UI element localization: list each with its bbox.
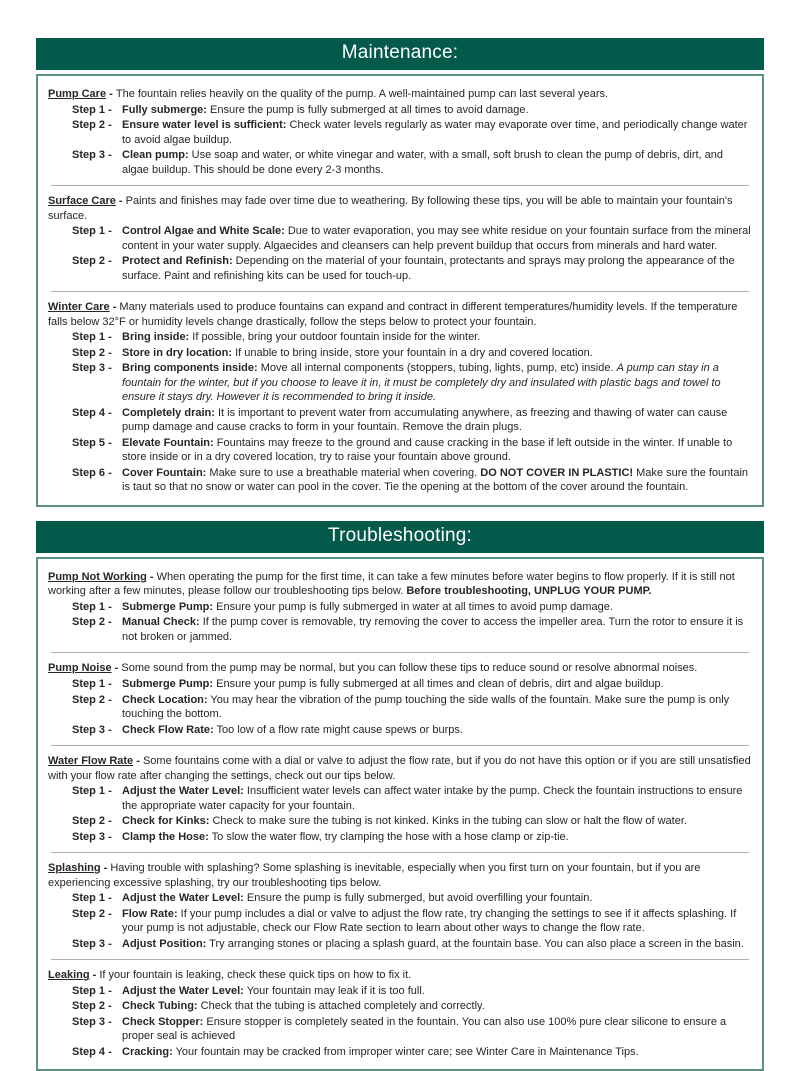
step-text: [122, 361, 752, 405]
section-intro: [48, 194, 752, 223]
section-title: Splashing: [48, 862, 101, 875]
text-segment: If your pump includes a dial or valve to adjust the flow rate, try changing the settings to see if it affects splashing. If your pump is not adjustable, check our Flow Rate section to learn about other ways to change the flow rate.: [122, 907, 737, 935]
step-number: Step 1 -: [72, 103, 112, 116]
step-row: [72, 466, 752, 495]
text-segment: Ensure the pump is fully submerged, but avoid overfilling your fountain.: [243, 892, 593, 905]
step-label: Cracking:: [122, 1045, 173, 1058]
text-segment: Depending on the material of your fountain, protectants and sprays may prolong the appearance of the surface. Paint and refinishing kits can be used for touch-up.: [122, 255, 735, 282]
step-label: Adjust the Water Level:: [122, 892, 244, 905]
step-text: [122, 224, 752, 253]
section-pump-not-working: [48, 570, 752, 645]
text-segment: Insufficient water levels can affect water intake by the pump. Check the fountain instructions to ensure the appropriate water capacity for your fountain.: [122, 785, 743, 812]
step-label: Protect and Refinish:: [122, 255, 233, 268]
step-number: Step 3 -: [72, 937, 112, 950]
step-number: Step 2 -: [72, 1000, 112, 1013]
step-text: [122, 148, 752, 177]
step-text: [122, 677, 752, 692]
text-segment: Ensure your pump is fully submerged in water at all times to avoid pump damage.: [213, 600, 613, 613]
step-text: [122, 784, 752, 813]
step-text: [122, 330, 752, 345]
section-divider: [51, 852, 749, 853]
step-row: [72, 891, 752, 906]
text-segment: To slow the water flow, try clamping the hose with a hose clamp or zip-tie.: [208, 830, 569, 843]
troubleshooting-panel: [36, 521, 764, 1071]
section-title: Pump Noise: [48, 662, 112, 675]
text-segment: If the pump cover is removable, try removing the cover to access the impeller area. Turn the rotor to ensure it is not broken or jammed.: [122, 616, 744, 643]
step-text: [122, 999, 752, 1014]
text-segment: DO NOT COVER IN PLASTIC!: [480, 466, 634, 479]
text-segment: Ensure your pump is fully submerged at all times and clean of debris, dirt and algae buildup.: [213, 677, 664, 690]
text-segment: If unable to bring inside, store your fountain in a dry and covered location.: [232, 346, 593, 359]
section-dash: -: [109, 301, 120, 314]
step-number: Step 1 -: [72, 600, 112, 613]
step-row: [72, 984, 752, 999]
step-number: Step 2 -: [72, 255, 112, 268]
step-row: [72, 1015, 752, 1044]
section-pump-care: [48, 87, 752, 177]
step-text: [122, 693, 752, 722]
section-title: Winter Care: [48, 301, 110, 314]
step-text: [122, 103, 752, 118]
section-intro: [48, 754, 752, 783]
step-text: [122, 984, 752, 999]
text-segment: Your fountain may be cracked from improper winter care; see Winter Care in Maintenance Tips.: [172, 1045, 639, 1058]
section-dash: -: [106, 88, 116, 100]
section-divider: [51, 185, 749, 186]
step-row: [72, 814, 752, 829]
section-leaking: [48, 968, 752, 1059]
step-label: Fully submerge:: [122, 103, 207, 116]
section-intro: [48, 300, 752, 329]
step-text: [122, 937, 752, 952]
text-segment: Fountains may freeze to the ground and cause cracking in the base if left outside in the winter. If unable to store inside or in a dry covered location, try to raise your fountain above ground.: [122, 436, 733, 464]
step-row: [72, 1045, 752, 1060]
text-segment: Ensure stopper is completely seated in the fountain. You can also use 100% pure clear silicone to ensure a proper seal is achieved: [122, 1015, 727, 1043]
step-row: [72, 346, 752, 361]
step-label: Adjust the Water Level:: [122, 984, 244, 997]
step-label: Bring components inside:: [122, 362, 258, 375]
step-number: Step 3 -: [72, 723, 112, 736]
step-text: [122, 346, 752, 361]
text-segment: Try arranging stones or placing a splash guard, at the fountain base. You can also place a screen in the basin.: [206, 937, 744, 950]
step-row: [72, 330, 752, 345]
text-segment: Before troubleshooting, UNPLUG YOUR PUMP.: [406, 585, 652, 598]
step-row: [72, 693, 752, 722]
text-segment: Having trouble with splashing? Some splashing is inevitable, especially when you first turn on your fountain, but if you are experiencing excessive splashing, try our troubleshooting tips below.: [48, 862, 701, 889]
step-row: [72, 830, 752, 845]
step-row: [72, 103, 752, 118]
step-text: [122, 830, 752, 845]
text-segment: Your fountain may leak if it is too full.: [243, 984, 425, 997]
step-number: Step 1 -: [72, 677, 112, 690]
section-divider: [51, 652, 749, 653]
step-number: Step 6 -: [72, 466, 112, 479]
text-segment: Make sure the fountain is taut so that no snow or water can pool in the cover. Tie the opening at the bottom of the cover around the fountain.: [122, 466, 749, 494]
step-row: [72, 615, 752, 644]
section-divider: [51, 959, 749, 960]
step-row: [72, 907, 752, 936]
section-divider: [51, 745, 749, 746]
section-title: Pump Not Working: [48, 570, 147, 583]
text-segment: Check that the tubing is attached completely and correctly.: [197, 1000, 485, 1013]
step-text: [122, 814, 752, 829]
text-segment: Some sound from the pump may be normal, but you can follow these tips to reduce sound or resolve abnormal noises.: [121, 662, 698, 675]
step-number: Step 3 -: [72, 149, 112, 162]
text-segment: A pump can stay in a fountain for the winter, but if you choose to leave it in, it must be completely dry and insulated with plastic bags and towel to ensure it stays dry. However it is recommended to bring it inside.: [122, 362, 721, 404]
step-row: [72, 600, 752, 615]
text-segment: Use soap and water, or white vinegar and water, with a small, soft brush to clean the pump of debris, dirt, and algae buildup. This should be done every 2-3 months.: [122, 149, 724, 176]
step-label: Store in dry location:: [122, 346, 233, 359]
step-text: [122, 1045, 752, 1060]
section-intro: [48, 968, 752, 983]
step-label: Clamp the Hose:: [122, 830, 209, 843]
text-segment: Make sure to use a breathable material when covering.: [206, 466, 481, 479]
step-label: Check Flow Rate:: [122, 723, 214, 736]
step-number: Step 1 -: [72, 225, 112, 238]
section-dash: -: [100, 862, 111, 875]
troubleshooting-header: Troubleshooting:: [36, 521, 764, 553]
step-row: [72, 148, 752, 177]
step-label: Check Stopper:: [122, 1015, 204, 1028]
section-dash: -: [89, 969, 100, 982]
step-number: Step 4 -: [72, 406, 112, 419]
section-intro: [48, 570, 752, 599]
step-label: Adjust the Water Level:: [122, 785, 244, 798]
step-number: Step 3 -: [72, 1015, 112, 1028]
step-text: [122, 406, 752, 435]
step-number: Step 4 -: [72, 1045, 112, 1058]
step-text: [122, 723, 752, 738]
text-segment: Due to water evaporation, you may see white residue on your fountain surface from the mineral content in your water supply. Algaecides and cleansers can help prevent buildup that occurs from minerals and hard water.: [122, 225, 751, 252]
text-segment: Some fountains come with a dial or valve to adjust the flow rate, but if you do not have this option or if you are still unsatisfied with your flow rate after changing the settings, check out our tips below.: [48, 755, 751, 782]
section-title: Water Flow Rate: [48, 755, 134, 768]
step-text: [122, 600, 752, 615]
step-row: [72, 999, 752, 1014]
section-splashing: [48, 861, 752, 951]
step-number: Step 1 -: [72, 892, 112, 905]
step-text: [122, 907, 752, 936]
text-segment: Too low of a flow rate might cause spews or burps.: [213, 723, 463, 736]
step-number: Step 1 -: [72, 785, 112, 798]
section-divider: [51, 291, 749, 292]
text-segment: Many materials used to produce fountains can expand and contract in different temperatures/humidity levels. If the temperature falls below 32°F or humidity levels change drastically, follow the steps below to protect your fountain.: [48, 301, 738, 328]
step-number: Step 2 -: [72, 616, 112, 629]
section-dash: -: [111, 662, 122, 675]
step-label: Check for Kinks:: [122, 815, 210, 828]
section-winter-care: [48, 300, 752, 495]
text-segment: If possible, bring your outdoor fountain inside for the winter.: [189, 331, 481, 344]
section-dash: -: [115, 195, 126, 208]
text-segment: Paints and finishes may fade over time due to weathering. By following these tips, you will be able to maintain your fountain's surface.: [48, 195, 733, 222]
maintenance-content-box: [36, 74, 764, 507]
section-intro: [48, 661, 752, 676]
step-row: [72, 118, 752, 147]
text-segment: Check water levels regularly as water may evaporate over time, and periodically change water to avoid algae buildup.: [122, 119, 748, 146]
step-label: Ensure water level is sufficient:: [122, 119, 287, 132]
section-surface-care: [48, 194, 752, 283]
text-segment: If your fountain is leaking, check these quick tips on how to fix it.: [99, 969, 412, 982]
step-label: Manual Check:: [122, 616, 200, 629]
section-title: Surface Care: [48, 195, 116, 208]
section-pump-noise: [48, 661, 752, 737]
section-title: Pump Care: [48, 88, 107, 100]
step-text: [122, 891, 752, 906]
step-number: Step 3 -: [72, 362, 112, 375]
step-row: [72, 224, 752, 253]
maintenance-header: Maintenance:: [36, 38, 764, 70]
step-number: Step 2 -: [72, 693, 112, 706]
section-intro: [48, 87, 752, 102]
step-label: Adjust Position:: [122, 937, 207, 950]
section-intro: [48, 861, 752, 890]
step-label: Submerge Pump:: [122, 600, 214, 613]
step-label: Check Location:: [122, 693, 208, 706]
step-row: [72, 406, 752, 435]
text-segment: Check to make sure the tubing is not kinked. Kinks in the tubing can slow or halt the flow of water.: [209, 815, 687, 828]
section-dash: -: [133, 755, 143, 768]
step-row: [72, 361, 752, 405]
step-row: [72, 677, 752, 692]
step-label: Control Algae and White Scale:: [122, 225, 285, 238]
step-label: Check Tubing:: [122, 1000, 198, 1013]
step-number: Step 1 -: [72, 331, 112, 344]
step-number: Step 2 -: [72, 907, 112, 920]
step-row: [72, 784, 752, 813]
text-segment: It is important to prevent water from accumulating anywhere, as freezing and thawing of water can cause pump damage and cause cracks to form in your fountain. Remove the drain plugs.: [122, 406, 728, 434]
step-number: Step 2 -: [72, 815, 112, 828]
step-number: Step 2 -: [72, 346, 112, 359]
troubleshooting-content-box: [36, 557, 764, 1071]
text-segment: When operating the pump for the first time, it can take a few minutes before water begins to flow properly. If it is still not working after a few minutes, please follow our troubleshooting tips below.: [48, 570, 735, 598]
step-text: [122, 1015, 752, 1044]
step-row: [72, 723, 752, 738]
maintenance-panel: [36, 38, 764, 507]
step-text: [122, 436, 752, 465]
step-text: [122, 254, 752, 283]
step-label: Completely drain:: [122, 406, 215, 419]
text-segment: You may hear the vibration of the pump touching the side walls of the fountain. Make sure the pump is only touching the bottom.: [122, 693, 730, 721]
step-number: Step 3 -: [72, 830, 112, 843]
step-label: Clean pump:: [122, 149, 189, 162]
step-text: [122, 466, 752, 495]
step-label: Submerge Pump:: [122, 677, 214, 690]
section-dash: -: [146, 570, 157, 583]
text-segment: The fountain relies heavily on the quality of the pump. A well-maintained pump can last several years.: [115, 88, 609, 100]
step-row: [72, 254, 752, 283]
step-row: [72, 436, 752, 465]
step-row: [72, 937, 752, 952]
step-text: [122, 118, 752, 147]
step-label: Cover Fountain:: [122, 466, 207, 479]
step-number: Step 5 -: [72, 436, 112, 449]
step-text: [122, 615, 752, 644]
step-number: Step 2 -: [72, 119, 112, 132]
step-label: Flow Rate:: [122, 907, 178, 920]
step-number: Step 1 -: [72, 984, 112, 997]
text-segment: Move all internal components (stoppers, tubing, lights, pump, etc) inside.: [257, 362, 617, 375]
text-segment: Ensure the pump is fully submerged at all times to avoid damage.: [206, 103, 529, 116]
step-label: Elevate Fountain:: [122, 436, 214, 449]
step-label: Bring inside:: [122, 331, 190, 344]
section-water-flow-rate: [48, 754, 752, 844]
section-title: Leaking: [48, 969, 90, 982]
